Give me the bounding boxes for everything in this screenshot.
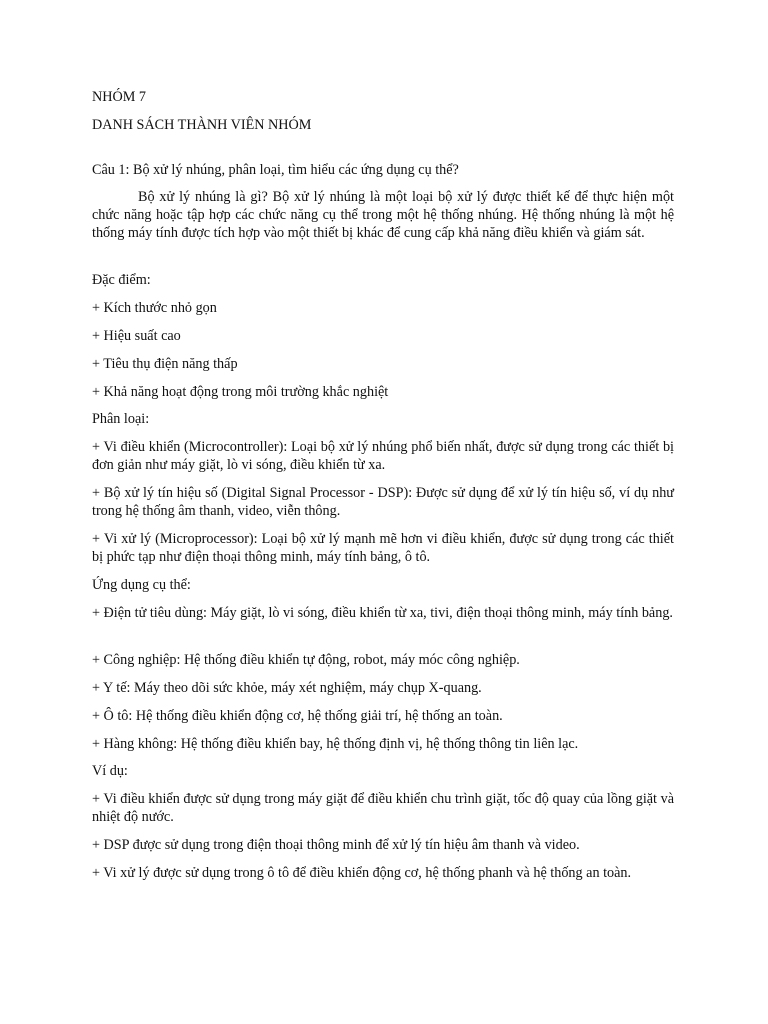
intro-paragraph: Bộ xử lý nhúng là gì? Bộ xử lý nhúng là một loại bộ xử lý được thiết kế để thực hiện một chức năng hoặc tập hợp các chức năng cụ thể trong một hệ thống nhúng. Hệ thống nhúng là một hệ thống máy tính được tích hợp vào một thiết bị khác để cung cấp khả năng điều khiển và giám sát. [92,189,674,241]
application-item: + Ô tô: Hệ thống điều khiển động cơ, hệ thống giải trí, hệ thống an toàn. [92,708,503,724]
feature-item: + Tiêu thụ điện năng thấp [92,356,238,372]
application-item: + Y tế: Máy theo dõi sức khỏe, máy xét nghiệm, máy chụp X-quang. [92,680,482,696]
group-title: NHÓM 7 [92,89,146,105]
classification-item: + Vi xử lý (Microprocessor): Loại bộ xử lý mạnh mẽ hơn vi điều khiển, được sử dụng trong các thiết bị phức tạp như điện thoại thông minh, máy tính bảng, ô tô. [92,531,674,565]
example-item: + Vi xử lý được sử dụng trong ô tô để điều khiển động cơ, hệ thống phanh và hệ thống an toàn. [92,865,632,881]
application-item: + Hàng không: Hệ thống điều khiển bay, hệ thống định vị, hệ thống thông tin liên lạc. [92,736,579,752]
classification-heading: Phân loại: [92,411,150,427]
examples-heading: Ví dụ: [92,763,128,779]
features-heading: Đặc điểm: [92,272,151,288]
application-item: + Điện tử tiêu dùng: Máy giặt, lò vi sóng, điều khiển từ xa, tivi, điện thoại thông minh, máy tính bảng. [92,605,673,621]
classification-item: + Bộ xử lý tín hiệu số (Digital Signal Processor - DSP): Được sử dụng để xử lý tín hiệu số, ví dụ như trong hệ thống âm thanh, video, viễn thông. [92,485,674,519]
question-heading: Câu 1: Bộ xử lý nhúng, phân loại, tìm hiểu các ứng dụng cụ thể? [92,162,459,178]
application-item: + Công nghiệp: Hệ thống điều khiển tự động, robot, máy móc công nghiệp. [92,652,520,668]
applications-heading: Ứng dụng cụ thể: [92,577,191,593]
feature-item: + Kích thước nhỏ gọn [92,300,217,316]
member-list-heading: DANH SÁCH THÀNH VIÊN NHÓM [92,117,312,133]
feature-item: + Khả năng hoạt động trong môi trường khắc nghiệt [92,384,389,400]
feature-item: + Hiệu suất cao [92,328,181,344]
example-item: + Vi điều khiển được sử dụng trong máy giặt để điều khiển chu trình giặt, tốc độ quay của lồng giặt và nhiệt độ nước. [92,791,674,825]
classification-item: + Vi điều khiển (Microcontroller): Loại bộ xử lý nhúng phổ biến nhất, được sử dụng trong các thiết bị đơn giản như máy giặt, lò vi sóng, điều khiển từ xa. [92,439,674,473]
example-item: + DSP được sử dụng trong điện thoại thông minh để xử lý tín hiệu âm thanh và video. [92,837,580,853]
